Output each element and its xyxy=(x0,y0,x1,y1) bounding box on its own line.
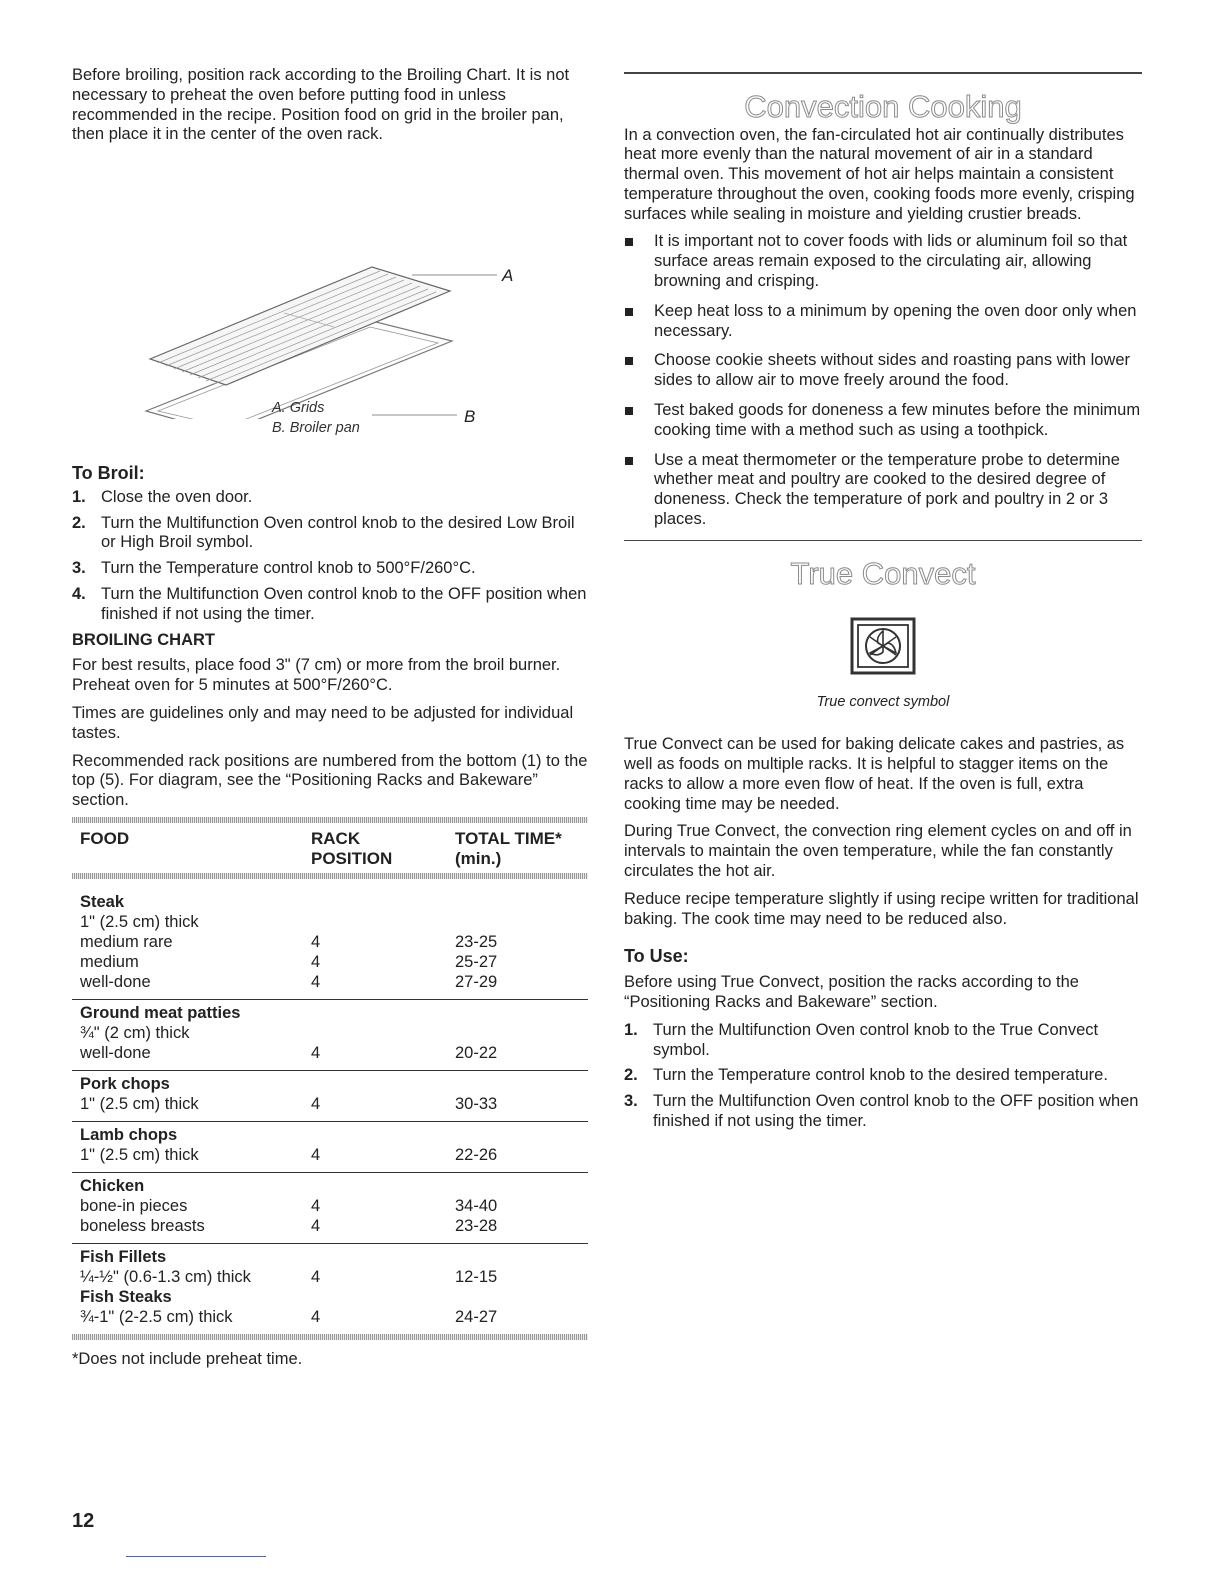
cell-rack: 4 xyxy=(311,1196,321,1215)
header-time: TOTAL TIME* (min.) xyxy=(455,828,562,868)
to-use-intro: Before using True Convect, position the racks according to the “Positioning Racks and Bakeware” section. xyxy=(624,973,1079,1011)
table-row xyxy=(72,1197,588,1217)
table-row xyxy=(72,1044,588,1064)
table-group xyxy=(72,1172,588,1243)
cell-time: 23-25 xyxy=(455,932,498,951)
step-number: 2. xyxy=(624,1066,638,1085)
cell-rack: 4 xyxy=(311,1307,321,1326)
figure-label-b: B xyxy=(464,407,476,427)
bullet-square-icon xyxy=(625,308,633,316)
cell-rack: 4 xyxy=(311,952,321,971)
bullet-square-icon xyxy=(625,357,633,365)
convection-bullet xyxy=(624,232,1142,291)
table-row xyxy=(72,1075,588,1095)
step-text: Turn the Multifunction Oven control knob to the True Convect symbol. xyxy=(653,1020,1099,1059)
bullet-text: Choose cookie sheets without sides and roasting pans with lower sides to allow air to move freely around the food. xyxy=(654,351,1131,390)
chart-para-3: Recommended rack positions are numbered from the bottom (1) to the top (5). For diagram, see the “Positioning Racks and Bakeware” section. xyxy=(72,751,588,810)
cell-food: ¾" (2 cm) thick xyxy=(80,1023,190,1042)
tc-para-1: True Convect can be used for baking delicate cakes and pastries, as well as foods on multiple racks. It is helpful to stagger items on the racks to allow a more even flow of heat. If the oven is full, extra cooking time may be needed. xyxy=(624,735,1125,813)
broil-steps xyxy=(72,488,588,625)
cell-time: 24-27 xyxy=(455,1307,498,1326)
cell-food: medium xyxy=(80,952,139,971)
table-body xyxy=(72,879,588,1334)
broil-step-1 xyxy=(72,488,588,508)
bullet-text: Test baked goods for doneness a few minutes before the minimum cooking time with a method such as using a toothpick. xyxy=(654,401,1141,439)
step-number: 2. xyxy=(72,513,86,532)
table-group xyxy=(72,999,588,1070)
table-row xyxy=(72,1024,588,1044)
convection-cooking-title: Convection Cooking xyxy=(744,88,1022,124)
broil-step-3 xyxy=(72,559,588,579)
broil-step-2 xyxy=(72,514,588,554)
cell-food: bone-in pieces xyxy=(80,1196,188,1215)
cell-food: 1" (2.5 cm) thick xyxy=(80,1145,199,1164)
table-footnote: *Does not include preheat time. xyxy=(72,1349,303,1368)
section-rule-top xyxy=(624,72,1142,74)
step-text: Turn the Multifunction Oven control knob to the OFF position when finished if not using the timer. xyxy=(653,1092,1139,1130)
convection-intro: In a convection oven, the fan-circulated hot air continually distributes heat more evenly than the natural movement of air in a standard thermal oven. This movement of hot air helps maintain a consistent temperature throughout the oven, cooking foods more evenly, crisping surfaces while sealing in moisture and yielding crustier breads. xyxy=(624,125,1135,223)
broil-section xyxy=(72,464,588,1370)
chart-para-2: Times are guidelines only and may need to be adjusted for individual tastes. xyxy=(72,703,574,742)
footer-line xyxy=(126,1556,266,1557)
cell-rack: 4 xyxy=(311,932,321,951)
cell-rack: 4 xyxy=(311,1043,321,1062)
cell-food: ¾-1" (2-2.5 cm) thick xyxy=(80,1307,233,1326)
convection-bullet xyxy=(624,302,1142,342)
header-food: FOOD xyxy=(80,828,130,848)
table-row xyxy=(72,913,588,933)
cell-food: boneless breasts xyxy=(80,1216,205,1235)
table-row xyxy=(72,893,588,913)
right-column xyxy=(624,72,1142,1138)
convection-bullets xyxy=(624,232,1142,529)
caption-grids: A. Grids xyxy=(272,400,325,416)
cell-time: 27-29 xyxy=(455,972,498,991)
step-text: Turn the Temperature control knob to 500°F/260°C. xyxy=(101,559,476,578)
table-row xyxy=(72,1126,588,1146)
cell-food: 1" (2.5 cm) thick xyxy=(80,912,199,931)
table-group xyxy=(72,879,588,999)
use-step-1 xyxy=(624,1021,1142,1061)
broiling-table xyxy=(72,817,588,1340)
step-text: Turn the Multifunction Oven control knob to the OFF position when finished if not using the timer. xyxy=(101,584,587,623)
convection-bullet xyxy=(624,401,1142,441)
cell-food: well-done xyxy=(80,1043,151,1062)
table-row xyxy=(72,1095,588,1115)
convection-bullet xyxy=(624,451,1142,530)
table-header xyxy=(72,823,588,873)
bullet-text: It is important not to cover foods with lids or aluminum foil so that surface areas remain exposed to the circulating air, allowing browning and crisping. xyxy=(654,232,1128,291)
cell-food: Fish Steaks xyxy=(80,1287,172,1306)
convection-bullet xyxy=(624,351,1142,391)
table-row xyxy=(72,1177,588,1197)
bullet-text: Keep heat loss to a minimum by opening the oven door only when necessary. xyxy=(654,301,1137,340)
true-convect-title: True Convect xyxy=(790,556,976,592)
cell-rack: 4 xyxy=(311,1145,321,1164)
use-step-2 xyxy=(624,1066,1142,1086)
table-row xyxy=(72,953,588,973)
cell-food: medium rare xyxy=(80,932,173,951)
cell-time: 22-26 xyxy=(455,1145,498,1164)
cell-food: ¼-½" (0.6-1.3 cm) thick xyxy=(80,1267,251,1286)
grid-outline xyxy=(150,267,450,385)
page-number: 12 xyxy=(72,1510,95,1532)
tc-para-3: Reduce recipe temperature slightly if using recipe written for traditional baking. The cook time may need to be reduced also. xyxy=(624,889,1139,928)
header-rack: RACK POSITION xyxy=(311,828,393,868)
step-text: Turn the Temperature control knob to the desired temperature. xyxy=(653,1066,1108,1085)
broiling-chart-heading: BROILING CHART xyxy=(72,630,215,649)
broil-intro: Before broiling, position rack according to the Broiling Chart. It is not necessary to preheat the oven before putting food in unless recommended in the recipe. Position food on grid in the broiler pan, then place it in the center of the oven rack. xyxy=(72,66,570,144)
table-row xyxy=(72,973,588,993)
broiler-pan-illustration xyxy=(72,159,588,419)
cell-food: 1" (2.5 cm) thick xyxy=(80,1094,199,1113)
broiler-pan-figure xyxy=(72,159,588,427)
cell-rack: 4 xyxy=(311,972,321,991)
cell-time: 12-15 xyxy=(455,1267,498,1286)
table-row xyxy=(72,1308,588,1328)
food-group-title: Steak xyxy=(80,892,125,911)
bullet-text: Use a meat thermometer or the temperature probe to determine whether meat and poultry are cooked to the desired degree of doneness. Check the temperature of pork and poultry in 2 or 3 places. xyxy=(654,450,1120,529)
true-convect-symbol-caption: True convect symbol xyxy=(816,694,950,711)
chart-para-1: For best results, place food 3" (7 cm) or more from the broil burner. Preheat oven for 5 minutes at 500°F/260°C. xyxy=(72,656,561,695)
to-use-steps xyxy=(624,1021,1142,1132)
food-group-title: Chicken xyxy=(80,1176,145,1195)
broil-step-4 xyxy=(72,585,588,625)
step-number: 1. xyxy=(72,487,86,506)
to-broil-heading: To Broil: xyxy=(72,463,145,483)
tc-para-2: During True Convect, the convection ring element cycles on and off in intervals to maintain the oven temperature, while the fan constantly circulates the hot air. xyxy=(624,822,1132,880)
table-row xyxy=(72,1146,588,1166)
cell-rack: 4 xyxy=(311,1094,321,1113)
bullet-square-icon xyxy=(625,407,633,415)
cell-time: 25-27 xyxy=(455,952,498,971)
food-group-title: Ground meat patties xyxy=(80,1003,241,1022)
bullet-square-icon xyxy=(625,238,633,246)
table-row xyxy=(72,1217,588,1237)
cell-time: 30-33 xyxy=(455,1094,498,1113)
figure-label-a: A xyxy=(502,266,514,286)
section-rule-middle xyxy=(624,540,1142,542)
step-text: Close the oven door. xyxy=(101,487,253,506)
table-row xyxy=(72,1004,588,1024)
step-text: Turn the Multifunction Oven control knob to the desired Low Broil or High Broil symbol. xyxy=(101,513,575,552)
step-number: 1. xyxy=(624,1020,638,1039)
table-group xyxy=(72,1243,588,1334)
cell-time: 34-40 xyxy=(455,1196,498,1215)
food-group-title: Pork chops xyxy=(80,1074,170,1093)
to-use-heading: To Use: xyxy=(624,946,689,967)
table-row xyxy=(72,1268,588,1288)
table-group xyxy=(72,1070,588,1121)
cell-rack: 4 xyxy=(311,1267,321,1286)
cell-rack: 4 xyxy=(311,1216,321,1235)
step-number: 3. xyxy=(624,1092,638,1111)
caption-broiler-pan: B. Broiler pan xyxy=(272,420,360,436)
table-group xyxy=(72,1121,588,1172)
left-column xyxy=(72,66,588,427)
bullet-square-icon xyxy=(625,457,633,465)
table-bottom-stripe xyxy=(72,1334,588,1340)
food-group-title: Lamb chops xyxy=(80,1125,178,1144)
step-number: 3. xyxy=(72,559,86,578)
true-convect-symbol-icon xyxy=(850,617,916,675)
cell-time: 23-28 xyxy=(455,1216,498,1235)
cell-food: well-done xyxy=(80,972,151,991)
use-step-3 xyxy=(624,1092,1142,1132)
cell-time: 20-22 xyxy=(455,1043,498,1062)
table-row xyxy=(72,1288,588,1308)
step-number: 4. xyxy=(72,584,86,603)
table-row xyxy=(72,1248,588,1268)
table-row xyxy=(72,933,588,953)
food-group-title: Fish Fillets xyxy=(80,1247,167,1266)
